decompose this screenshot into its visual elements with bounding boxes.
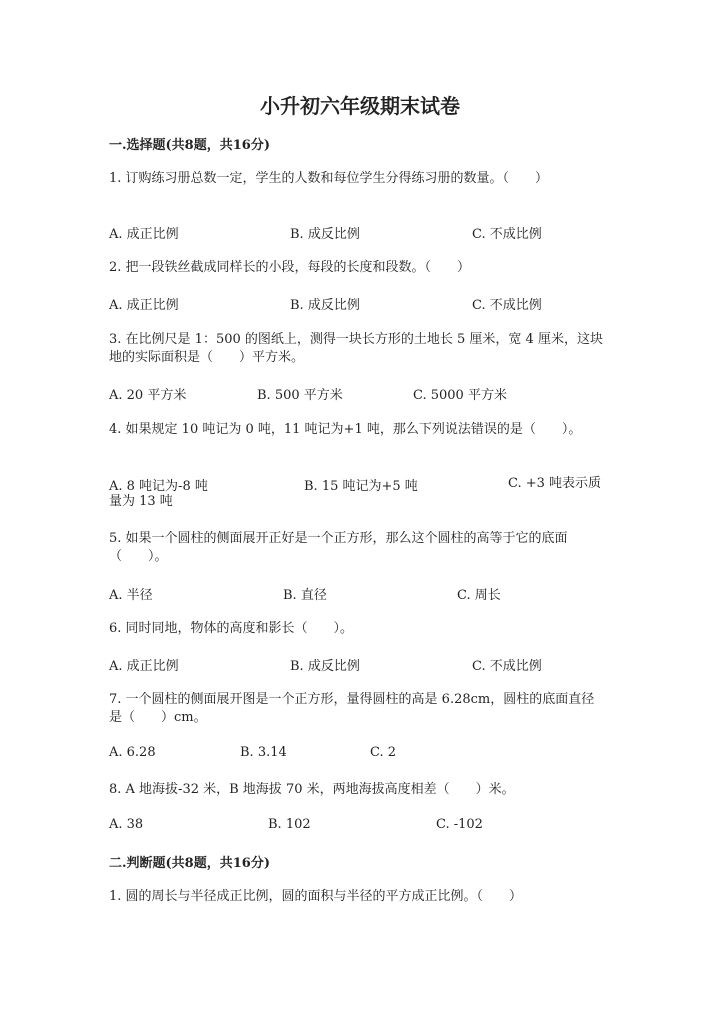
option-b: B. 15 吨记为+5 吨 [304,479,418,494]
option-a: A. 8 吨记为-8 吨 [109,479,208,494]
option-a: A. 38 [109,817,144,832]
question-text: 4. 如果规定 10 吨记为 0 吨，11 吨记为+1 吨，那么下列说法错误的是（ ）。 [109,422,582,437]
question-text: 5. 如果一个圆柱的侧面展开正好是一个正方形，那么这个圆柱的高等于它的底面（ ）。 [109,531,568,564]
question-text: 3. 在比例尺是 1：500 的图纸上，测得一块长方形的土地长 5 厘米，宽 4 厘米，这块地的实际面积是（ ）平方米。 [109,332,603,365]
question-text: 1. 订购练习册总数一定，学生的人数和每位学生分得练习册的数量。（ ） [109,171,549,186]
option-c: C. 周长 [457,588,501,603]
option-c: C. 2 [370,745,397,760]
option-a: A. 成正比例 [109,659,179,674]
option-b: B. 成反比例 [290,659,360,674]
option-c: C. -102 [436,817,483,832]
option-c: C. 不成比例 [472,659,542,674]
option-a: A. 6.28 [109,745,156,760]
option-b: B. 成反比例 [290,227,360,242]
option-b: B. 3.14 [240,745,287,760]
judgment-text: 1. 圆的周长与半径成正比例，圆的面积与半径的平方成正比例。（ ） [109,889,523,904]
question-text: 7. 一个圆柱的侧面展开图是一个正方形，量得圆柱的高是 6.28cm，圆柱的底面直径是（ ）cm。 [109,692,595,725]
option-a: A. 成正比例 [109,227,179,242]
section-heading-choice: 一.选择题(共8题，共16分) [109,138,270,153]
option-b: B. 500 平方米 [257,388,343,403]
option-b: B. 102 [268,817,311,832]
option-c: C. 不成比例 [472,227,542,242]
option-c: C. 不成比例 [472,298,542,313]
question-text: 8. A 地海拔-32 米，B 地海拔 70 米，两地海拔高度相差（ ）米。 [109,782,515,797]
question-text: 2. 把一段铁丝截成同样长的小段，每段的长度和段数。（ ） [109,260,471,275]
option-b: B. 成反比例 [290,298,360,313]
option-a: A. 成正比例 [109,298,179,313]
option-c: C. 5000 平方米 [413,388,507,403]
section-heading-judgment: 二.判断题(共8题，共16分) [109,856,270,871]
option-b: B. 直径 [283,588,327,603]
option-c: C. +3 吨表示质量为 13 吨 [109,476,602,509]
page-title: 小升初六年级期末试卷 [260,94,460,118]
question-text: 6. 同时同地，物体的高度和影长（ ）。 [109,621,354,636]
option-a: A. 半径 [109,588,153,603]
option-a: A. 20 平方米 [109,388,187,403]
